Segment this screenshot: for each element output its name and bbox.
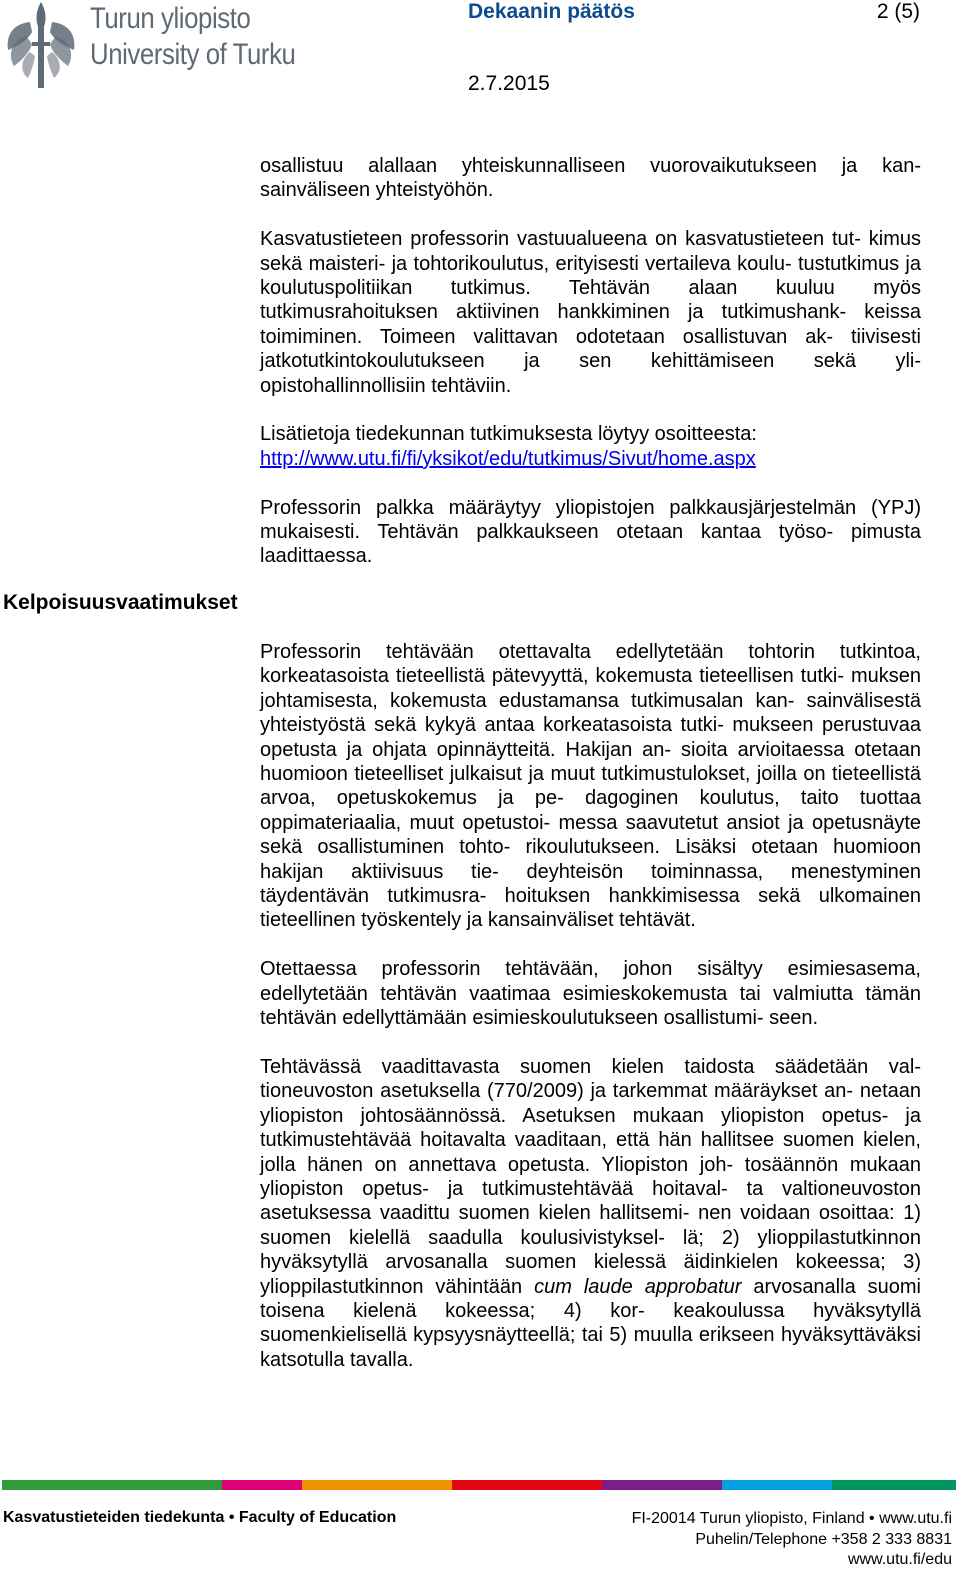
footer-color-stripe [2, 1480, 956, 1490]
paragraph-1: osallistuu alallaan yhteiskunnalliseen vuorovaikutukseen ja kan- sainväliseen yhteistyöhön. [260, 155, 921, 202]
paragraph-3 [260, 422, 921, 471]
footer-phone: Puhelin/Telephone +358 2 333 8831 [695, 1530, 952, 1548]
latin-grade-term: cum laude approbatur [534, 1275, 742, 1298]
footer-stripe-segment [452, 1480, 602, 1490]
body-column-top [260, 154, 921, 569]
logo-text-english: University of Turku [90, 38, 296, 71]
torch-emblem-icon [2, 2, 82, 90]
paragraph-7-part-a: Tehtävässä vaadittavasta suomen kielen taidosta säädetään val- tioneuvoston asetuksella (770/2009) ja tarkemmat määräykset an- netaan yliopiston johtosäännössä. Asetuksen mukaan yliopiston opetus- ja tutkimustehtävää hoitavalta vaaditaan, että hän hallitsee suomen kielen, jolla hänen on annettava opetusta. Yliopiston joh- tosäännön mukaan yliopiston opetus- ja tutkimustehtävää hoitaval- ta valtioneuvoston asetuksessa vaadittu suomen kielen hallitsemi- nen voidaan osoittaa: 1) suomen kielellä saadulla koulusivistyksel- lä; 2) ylioppilastutkinnon hyväksytyllä arvosanalla suomen kielessä äidinkielen kokeessa; 3) ylioppilastutkinnon vähintään [260, 1055, 921, 1298]
paragraph-4: Professorin palkka määräytyy yliopistojen palkkausjärjestelmän (YPJ) mukaisesti. Tehtävän palkkaukseen otetaan kantaa työso- pimusta laadittaessa. [260, 496, 921, 568]
footer-stripe-segment [302, 1480, 452, 1490]
footer-contact [632, 1509, 952, 1571]
research-link[interactable]: http://www.utu.fi/fi/yksikot/edu/tutkimus/Sivut/home.aspx [260, 447, 756, 470]
document-date: 2.7.2015 [468, 72, 550, 95]
footer-stripe-segment [602, 1480, 722, 1490]
footer-stripe-segment [722, 1480, 832, 1490]
paragraph-6: Otettaessa professorin tehtävään, johon sisältyy esimiesasema, edellytetään tehtävän vaatimaa esimieskokemusta tai valmiutta tämän tehtävän edellyttämään esimieskoulutukseen osallistumi- seen. [260, 958, 921, 1030]
document-title: Dekaanin päätös [468, 0, 635, 23]
more-info-text: Lisätietoja tiedekunnan tutkimuksesta löytyy osoitteesta: [260, 423, 757, 446]
university-logo [2, 2, 302, 90]
footer-stripe-segment [832, 1480, 956, 1490]
footer-stripe-segment [222, 1480, 302, 1490]
footer-faculty: Kasvatustieteiden tiedekunta • Faculty of Education [3, 1509, 397, 1526]
footer-stripe-segment [202, 1480, 222, 1490]
side-label-qualifications: Kelpoisuusvaatimukset [3, 591, 238, 614]
paragraph-7 [260, 1055, 921, 1372]
footer-stripe-segment [2, 1480, 202, 1490]
paragraph-7-part-b: arvosanalla suomi toisena kielenä kokeessa; 4) kor- keakoulussa hyväksytyllä suomenkielisellä kypsyysnäytteellä; tai 5) muulla erikseen hyväksyttäväksi katsotulla tavalla. [260, 1275, 921, 1371]
footer-address: FI-20014 Turun yliopisto, Finland • www.utu.fi [631, 1510, 952, 1527]
body-column-bottom [260, 640, 921, 1372]
page-number: 2 (5) [876, 0, 920, 23]
logo-text-finnish: Turun yliopisto [90, 2, 251, 35]
paragraph-2: Kasvatustieteen professorin vastuualueena on kasvatustieteen tut- kimus sekä maisteri- ja tohtorikoulutus, erityisesti vertaileva koulu- tustutkimus ja koulutuspolitiikan tutkimus. Tehtävän alaan kuuluu myös tutkimusrahoituksen aktiivinen hankkiminen ja tutkimushank- keissa toimiminen. Toimeen valittavan odotetaan osallistuvan ak- tiivisesti jatkotutkintokoulutukseen ja sen kehittämiseen sekä yli- opistohallinnollisiin tehtäviin. [260, 228, 921, 397]
footer-web: www.utu.fi/edu [847, 1551, 952, 1568]
paragraph-5: Professorin tehtävään otettavalta edellytetään tohtorin tutkintoa, korkeatasoista tieteellistä pätevyyttä, kokemusta tieteellisen tutki- muksen johtamisesta, kokemusta edustamansa tutkimusalan kan- sainvälisestä yhteistyöstä sekä kykyä antaa korkeatasoista tutki- mukseen perustuvaa opetusta ja ohjata opinnäytteitä. Hakijan an- sioita arvioitaessa otetaan huomioon tieteelliset julkaisut ja muut tutkimustulokset, joilla on tieteellistä arvoa, opetuskokemus ja pe- dagoginen koulutus, taito tuottaa oppimateriaalia, muut opetustoi- messa saavutetut ansiot ja opetusnäyte sekä osallistuminen tohto- rikoulutukseen. Lisäksi otetaan huomioon hakijan aktiivisuus tie- deyhteisön toiminnassa, menestyminen täydentävän tutkimusra- hoituksen hankkimisessa sekä ulkomainen tieteellinen työskentely ja kansainväliset tehtävät. [260, 641, 921, 932]
